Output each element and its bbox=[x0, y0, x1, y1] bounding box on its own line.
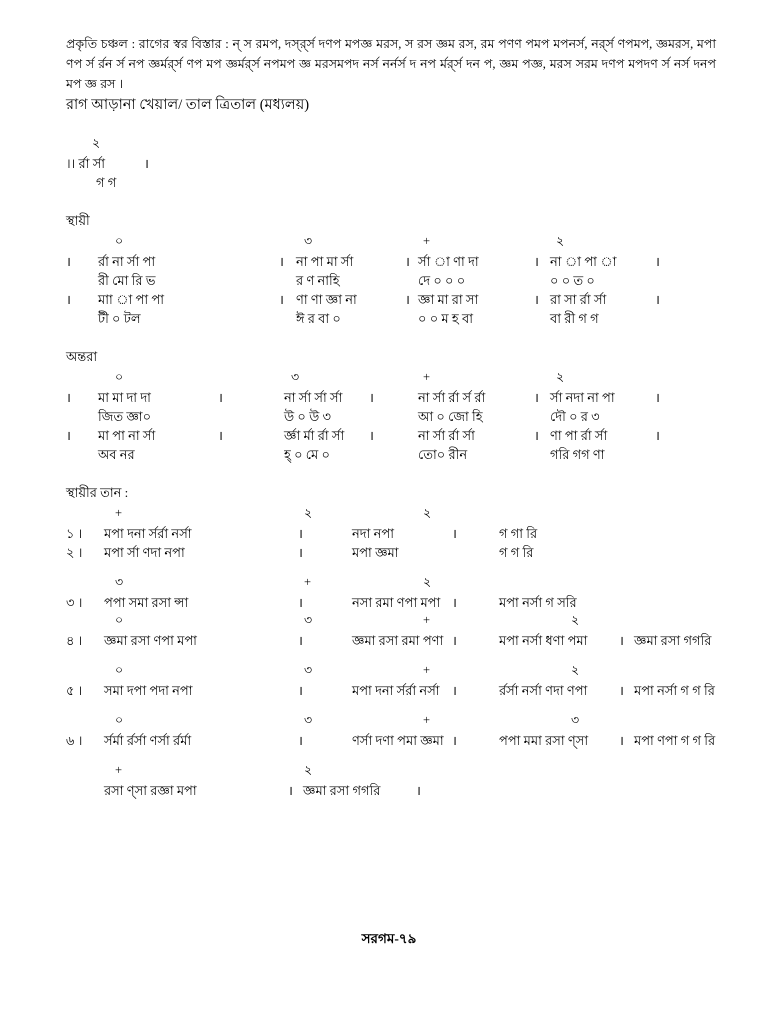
taan-row-6 bbox=[66, 731, 716, 750]
taan-beat-row-7 bbox=[66, 762, 716, 781]
bar-separator: । bbox=[369, 390, 374, 405]
taan-row-2-number: ২ । bbox=[66, 545, 83, 560]
taan-row-3-phrase-1: নসা রমা ণপা মপা bbox=[352, 595, 441, 610]
bar-separator: । bbox=[416, 783, 421, 798]
bar-separator: । bbox=[655, 428, 660, 443]
taan-beat-row-5 bbox=[66, 662, 716, 681]
sthayi-l2-lyric-1: ঈ র বা ০ bbox=[296, 311, 341, 326]
sthayi-l2-note-1: ণা ণা জ্ঞা না bbox=[296, 292, 357, 307]
opening-notes: ।। র্রা র্সা bbox=[66, 156, 106, 171]
taan-beat-row-a bbox=[66, 505, 716, 524]
sthayi-beat-2: + bbox=[423, 234, 431, 248]
sthayi-l1-lyric-1: র ণ নাহি bbox=[296, 273, 340, 288]
bar-separator: । bbox=[298, 595, 303, 610]
antara-beat-1: ৩ bbox=[291, 370, 300, 384]
opening-beat: ২ bbox=[92, 136, 101, 150]
antara-l1-lyric-1: উ ০ উ ৩ bbox=[284, 409, 331, 424]
taan-row-7-phrase-1: জ্ঞমা রসা গগরি bbox=[303, 783, 381, 798]
taan-row-5-beat-2: + bbox=[423, 663, 431, 677]
antara-l1-note-2: না র্সা র্রা র্স র্রা bbox=[418, 390, 486, 405]
taan-row-6-phrase-2: পপা মমা রসা ণ্সা bbox=[499, 733, 589, 748]
spacer bbox=[66, 464, 716, 484]
taan-row-3-beat-0: ৩ bbox=[115, 575, 124, 589]
opening-note-row bbox=[66, 154, 716, 173]
antara-line-1-lyrics bbox=[66, 407, 716, 426]
antara-l1-note-0: মা মা দা দা bbox=[98, 390, 151, 405]
taan-g1-beat-0: + bbox=[115, 506, 123, 520]
taan-row-7-phrase-0: রসা ণ্সা রজ্ঞা মপা bbox=[104, 783, 197, 798]
taan-row-5-phrase-0: সমা দপা পদা নপা bbox=[104, 683, 193, 698]
taan-g1-beat-1: ২ bbox=[304, 506, 313, 520]
taan-row-7 bbox=[66, 781, 716, 800]
taan-row-4-phrase-0: জ্ঞমা রসা ণপা মপা bbox=[104, 633, 197, 648]
spacer bbox=[66, 328, 716, 348]
bar-separator: । bbox=[369, 428, 374, 443]
bar-separator: । bbox=[279, 292, 284, 307]
antara-line-1-notes bbox=[66, 388, 716, 407]
sthayi-block bbox=[66, 233, 716, 328]
taan-row-6-phrase-0: র্সর্মা র্রর্সা ণর্সা র্রর্মা bbox=[104, 733, 192, 748]
taan-block bbox=[66, 505, 716, 800]
sthayi-l1-note-0: র্রা না র্সা পা bbox=[98, 254, 156, 269]
bar-separator: । bbox=[619, 733, 624, 748]
antara-l1-lyric-2: আ ০ জো হি bbox=[418, 409, 483, 424]
antara-l2-note-2: না র্সা র্রা র্সা bbox=[418, 428, 475, 443]
bar-separator: । bbox=[66, 254, 71, 269]
bar-separator: । bbox=[534, 254, 539, 269]
bar-separator: । bbox=[452, 595, 457, 610]
sthayi-l1-note-1: না পা মা র্সা bbox=[296, 254, 354, 269]
taan-row-1-phrase-0: মপা দনা র্সর্রা নর্সা bbox=[104, 526, 192, 541]
spacer bbox=[66, 562, 716, 574]
taan-row-3-phrase-0: পপা সমা রসা ন্সা bbox=[104, 595, 189, 610]
taan-row-1-phrase-2: গ গা রি bbox=[499, 526, 538, 541]
spacer bbox=[66, 700, 716, 712]
section-label-sthayir-taan: স্থায়ীর তান : bbox=[66, 485, 129, 500]
bar-separator: । bbox=[655, 292, 660, 307]
sthayi-l1-lyric-0: রী মো রি ভ bbox=[98, 273, 156, 288]
antara-l1-note-3: র্সা নদা না পা bbox=[550, 390, 615, 405]
bar-separator: । bbox=[655, 390, 660, 405]
opening-lyrics: গ গ bbox=[96, 175, 117, 190]
sthayi-l1-note-2: র্সা া ণা দা bbox=[418, 254, 479, 269]
taan-row-4-number: ৪ । bbox=[66, 633, 83, 648]
bar-separator: । bbox=[66, 292, 71, 307]
taan-row-2-phrase-0: মপা র্সা ণদা নপা bbox=[104, 545, 185, 560]
spacer bbox=[66, 192, 716, 212]
sthayi-l2-note-2: জ্ঞা মা রা সা bbox=[418, 292, 479, 307]
bar-separator: । bbox=[534, 428, 539, 443]
sthayi-beat-0: ০ bbox=[115, 234, 124, 248]
bar-separator: । bbox=[298, 733, 303, 748]
taan-row-3-beat-1: + bbox=[304, 575, 312, 589]
bar-separator: । bbox=[279, 254, 284, 269]
antara-l2-lyric-0: অব নর bbox=[98, 447, 135, 462]
taan-row-6-number: ৬ । bbox=[66, 733, 83, 748]
taan-row-4-beat-1: ৩ bbox=[304, 613, 313, 627]
sthayi-beat-1: ৩ bbox=[304, 234, 313, 248]
taan-row-4-phrase-3: জ্ঞমা রসা গগরি bbox=[634, 633, 712, 648]
bar-separator: । bbox=[298, 545, 303, 560]
bar-separator: । bbox=[534, 390, 539, 405]
opening-lyric-row bbox=[66, 173, 716, 192]
section-label-antara: অন্তরা bbox=[66, 349, 98, 364]
spacer bbox=[66, 650, 716, 662]
taan-row-4-beat-3: ২ bbox=[571, 613, 580, 627]
sthayi-line-2-lyrics bbox=[66, 309, 716, 328]
taan-row-5-beat-1: ৩ bbox=[304, 663, 313, 677]
antara-l2-note-1: র্জ্ঞা র্মা র্রা র্সা bbox=[284, 428, 345, 443]
spacer bbox=[66, 750, 716, 762]
bar-separator: । bbox=[66, 428, 71, 443]
taan-row-3 bbox=[66, 593, 716, 612]
opening-end-bar: । bbox=[144, 156, 149, 171]
antara-beat-0: ০ bbox=[115, 370, 124, 384]
taan-g1-beat-2: ২ bbox=[423, 506, 432, 520]
antara-beat-row bbox=[66, 369, 716, 388]
sthayi-l2-lyric-0: টী ০ টল bbox=[98, 311, 141, 326]
taan-row-4-beat-2: + bbox=[423, 613, 431, 627]
opening-beat-row bbox=[66, 135, 716, 154]
taan-row-7-beat-0: + bbox=[115, 763, 123, 777]
bar-separator: । bbox=[66, 390, 71, 405]
bar-separator: । bbox=[619, 683, 624, 698]
sthayi-l2-note-3: রা সা র্রা র্সা bbox=[550, 292, 607, 307]
sthayi-l2-note-0: মাা া পা পা bbox=[98, 292, 164, 307]
taan-row-6-beat-0: ০ bbox=[115, 713, 124, 727]
taan-row-7-beat-1: ২ bbox=[304, 763, 313, 777]
taan-row-4-phrase-1: জ্ঞমা রসা রমা পণা bbox=[352, 633, 444, 648]
section-label-sthayi: স্থায়ী bbox=[66, 213, 90, 228]
antara-l2-note-3: ণা পা র্রা র্সা bbox=[550, 428, 608, 443]
sthayi-beat-3: ২ bbox=[556, 234, 565, 248]
sthayi-l1-lyric-3: ০ ০ ত ০ bbox=[550, 273, 595, 288]
taan-row-5-phrase-2: র্রর্সা নর্সা ণদা ণপা bbox=[499, 683, 588, 698]
song-title: রাগ আড়ানা খেয়াল/ তাল ত্রিতাল (মধ্যলয়) bbox=[66, 97, 310, 113]
page-content bbox=[66, 34, 716, 800]
bar-separator: । bbox=[298, 526, 303, 541]
taan-row-5 bbox=[66, 681, 716, 700]
bar-separator: । bbox=[218, 390, 223, 405]
taan-row-1 bbox=[66, 524, 716, 543]
sthayi-l1-lyric-2: দে ০ ০ ০ bbox=[418, 273, 466, 288]
bar-separator: । bbox=[452, 683, 457, 698]
taan-row-6-phrase-1: ণর্সা দণা পমা জ্ঞমা bbox=[352, 733, 444, 748]
taan-row-5-beat-3: ২ bbox=[571, 663, 580, 677]
antara-l1-note-1: না র্সা র্সা র্সা bbox=[284, 390, 343, 405]
taan-row-3-number: ৩ । bbox=[66, 595, 83, 610]
bar-separator: । bbox=[288, 783, 293, 798]
taan-row-5-number: ৫ । bbox=[66, 683, 83, 698]
taan-row-5-phrase-3: মপা নর্সা গ গ রি bbox=[634, 683, 715, 698]
page-footer: সরগম-৭৯ bbox=[361, 931, 417, 946]
antara-beat-2: + bbox=[423, 370, 431, 384]
antara-l2-lyric-1: হ্ ০ মে ০ bbox=[284, 447, 330, 462]
bar-separator: । bbox=[655, 254, 660, 269]
taan-row-6-beat-2: + bbox=[423, 713, 431, 727]
sthayi-line-2-notes bbox=[66, 290, 716, 309]
taan-beat-row-3 bbox=[66, 574, 716, 593]
taan-row-5-beat-0: ০ bbox=[115, 663, 124, 677]
bar-separator: । bbox=[218, 428, 223, 443]
taan-row-6-phrase-3: মপা ণপা গ গ রি bbox=[634, 733, 716, 748]
taan-row-1-number: ১ । bbox=[66, 526, 83, 541]
bar-separator: । bbox=[405, 292, 410, 307]
taan-row-2 bbox=[66, 543, 716, 562]
sthayi-l2-lyric-3: বা রী গ গ bbox=[550, 311, 599, 326]
taan-row-5-phrase-1: মপা দনা র্সর্রা নর্সা bbox=[352, 683, 440, 698]
bar-separator: । bbox=[452, 526, 457, 541]
taan-row-6-beat-1: ৩ bbox=[304, 713, 313, 727]
bar-separator: । bbox=[405, 254, 410, 269]
antara-l2-lyric-2: তো০ রীন bbox=[418, 447, 468, 462]
taan-row-2-phrase-2: গ গ রি bbox=[499, 545, 534, 560]
taan-row-6-beat-3: ৩ bbox=[571, 713, 580, 727]
bar-separator: । bbox=[298, 683, 303, 698]
bar-separator: । bbox=[619, 633, 624, 648]
taan-row-1-phrase-1: নদা নপা bbox=[352, 526, 394, 541]
sthayi-l2-lyric-2: ০ ০ ম হ বা bbox=[418, 311, 473, 326]
sthayi-line-1-notes bbox=[66, 252, 716, 271]
taan-row-3-beat-2: ২ bbox=[423, 575, 432, 589]
bar-separator: । bbox=[534, 292, 539, 307]
antara-line-2-lyrics bbox=[66, 445, 716, 464]
antara-block bbox=[66, 369, 716, 464]
taan-beat-row-6 bbox=[66, 712, 716, 731]
taan-row-4 bbox=[66, 631, 716, 650]
intro-paragraph: প্রকৃতি চঞ্চল : রাগের স্বর বিস্তার : ন্ স রমপ, দর্স্র্স দণপ মপজ্ঞ মরস, স রস জ্ঞম রস, রম পণণ পমপ মপনর্স, নর্র্স ণপমপ, জ্ঞমরস, মপা ণপ র্স র্রন র্স নপ জ্ঞর্মর্র্স ণপ মপ জ্ঞর্মর্র্স নপমপ জ্ঞ মরসমপদ নর্স নর্নর্স দ নপ র্মর্র্স দন প, জ্ঞম পজ্ঞ, মরস সরম দণপ মপদণ র্স নর্স দনপ মপ জ্ঞ রস । bbox=[66, 37, 716, 91]
antara-l2-lyric-3: গরি গগ ণা bbox=[550, 447, 605, 462]
bar-separator: । bbox=[452, 633, 457, 648]
antara-beat-3: ২ bbox=[556, 370, 565, 384]
bar-separator: । bbox=[452, 733, 457, 748]
sthayi-l1-note-3: না া পা া bbox=[550, 254, 617, 269]
opening-block bbox=[66, 135, 716, 192]
taan-row-4-beat-0: ০ bbox=[115, 613, 124, 627]
antara-l1-lyric-3: দৌ ০ র ৩ bbox=[550, 409, 600, 424]
antara-l2-note-0: মা পা না র্সা bbox=[98, 428, 156, 443]
antara-l1-lyric-0: জিত জ্ঞা০ bbox=[98, 409, 152, 424]
bar-separator: । bbox=[298, 633, 303, 648]
taan-beat-row-4 bbox=[66, 612, 716, 631]
taan-row-3-phrase-2: মপা নর্সা গ সরি bbox=[499, 595, 577, 610]
antara-line-2-notes bbox=[66, 426, 716, 445]
sthayi-beat-row bbox=[66, 233, 716, 252]
taan-row-2-phrase-1: মপা জ্ঞমা bbox=[352, 545, 399, 560]
sthayi-line-1-lyrics bbox=[66, 271, 716, 290]
taan-row-4-phrase-2: মপা নর্সা ধণা পমা bbox=[499, 633, 588, 648]
